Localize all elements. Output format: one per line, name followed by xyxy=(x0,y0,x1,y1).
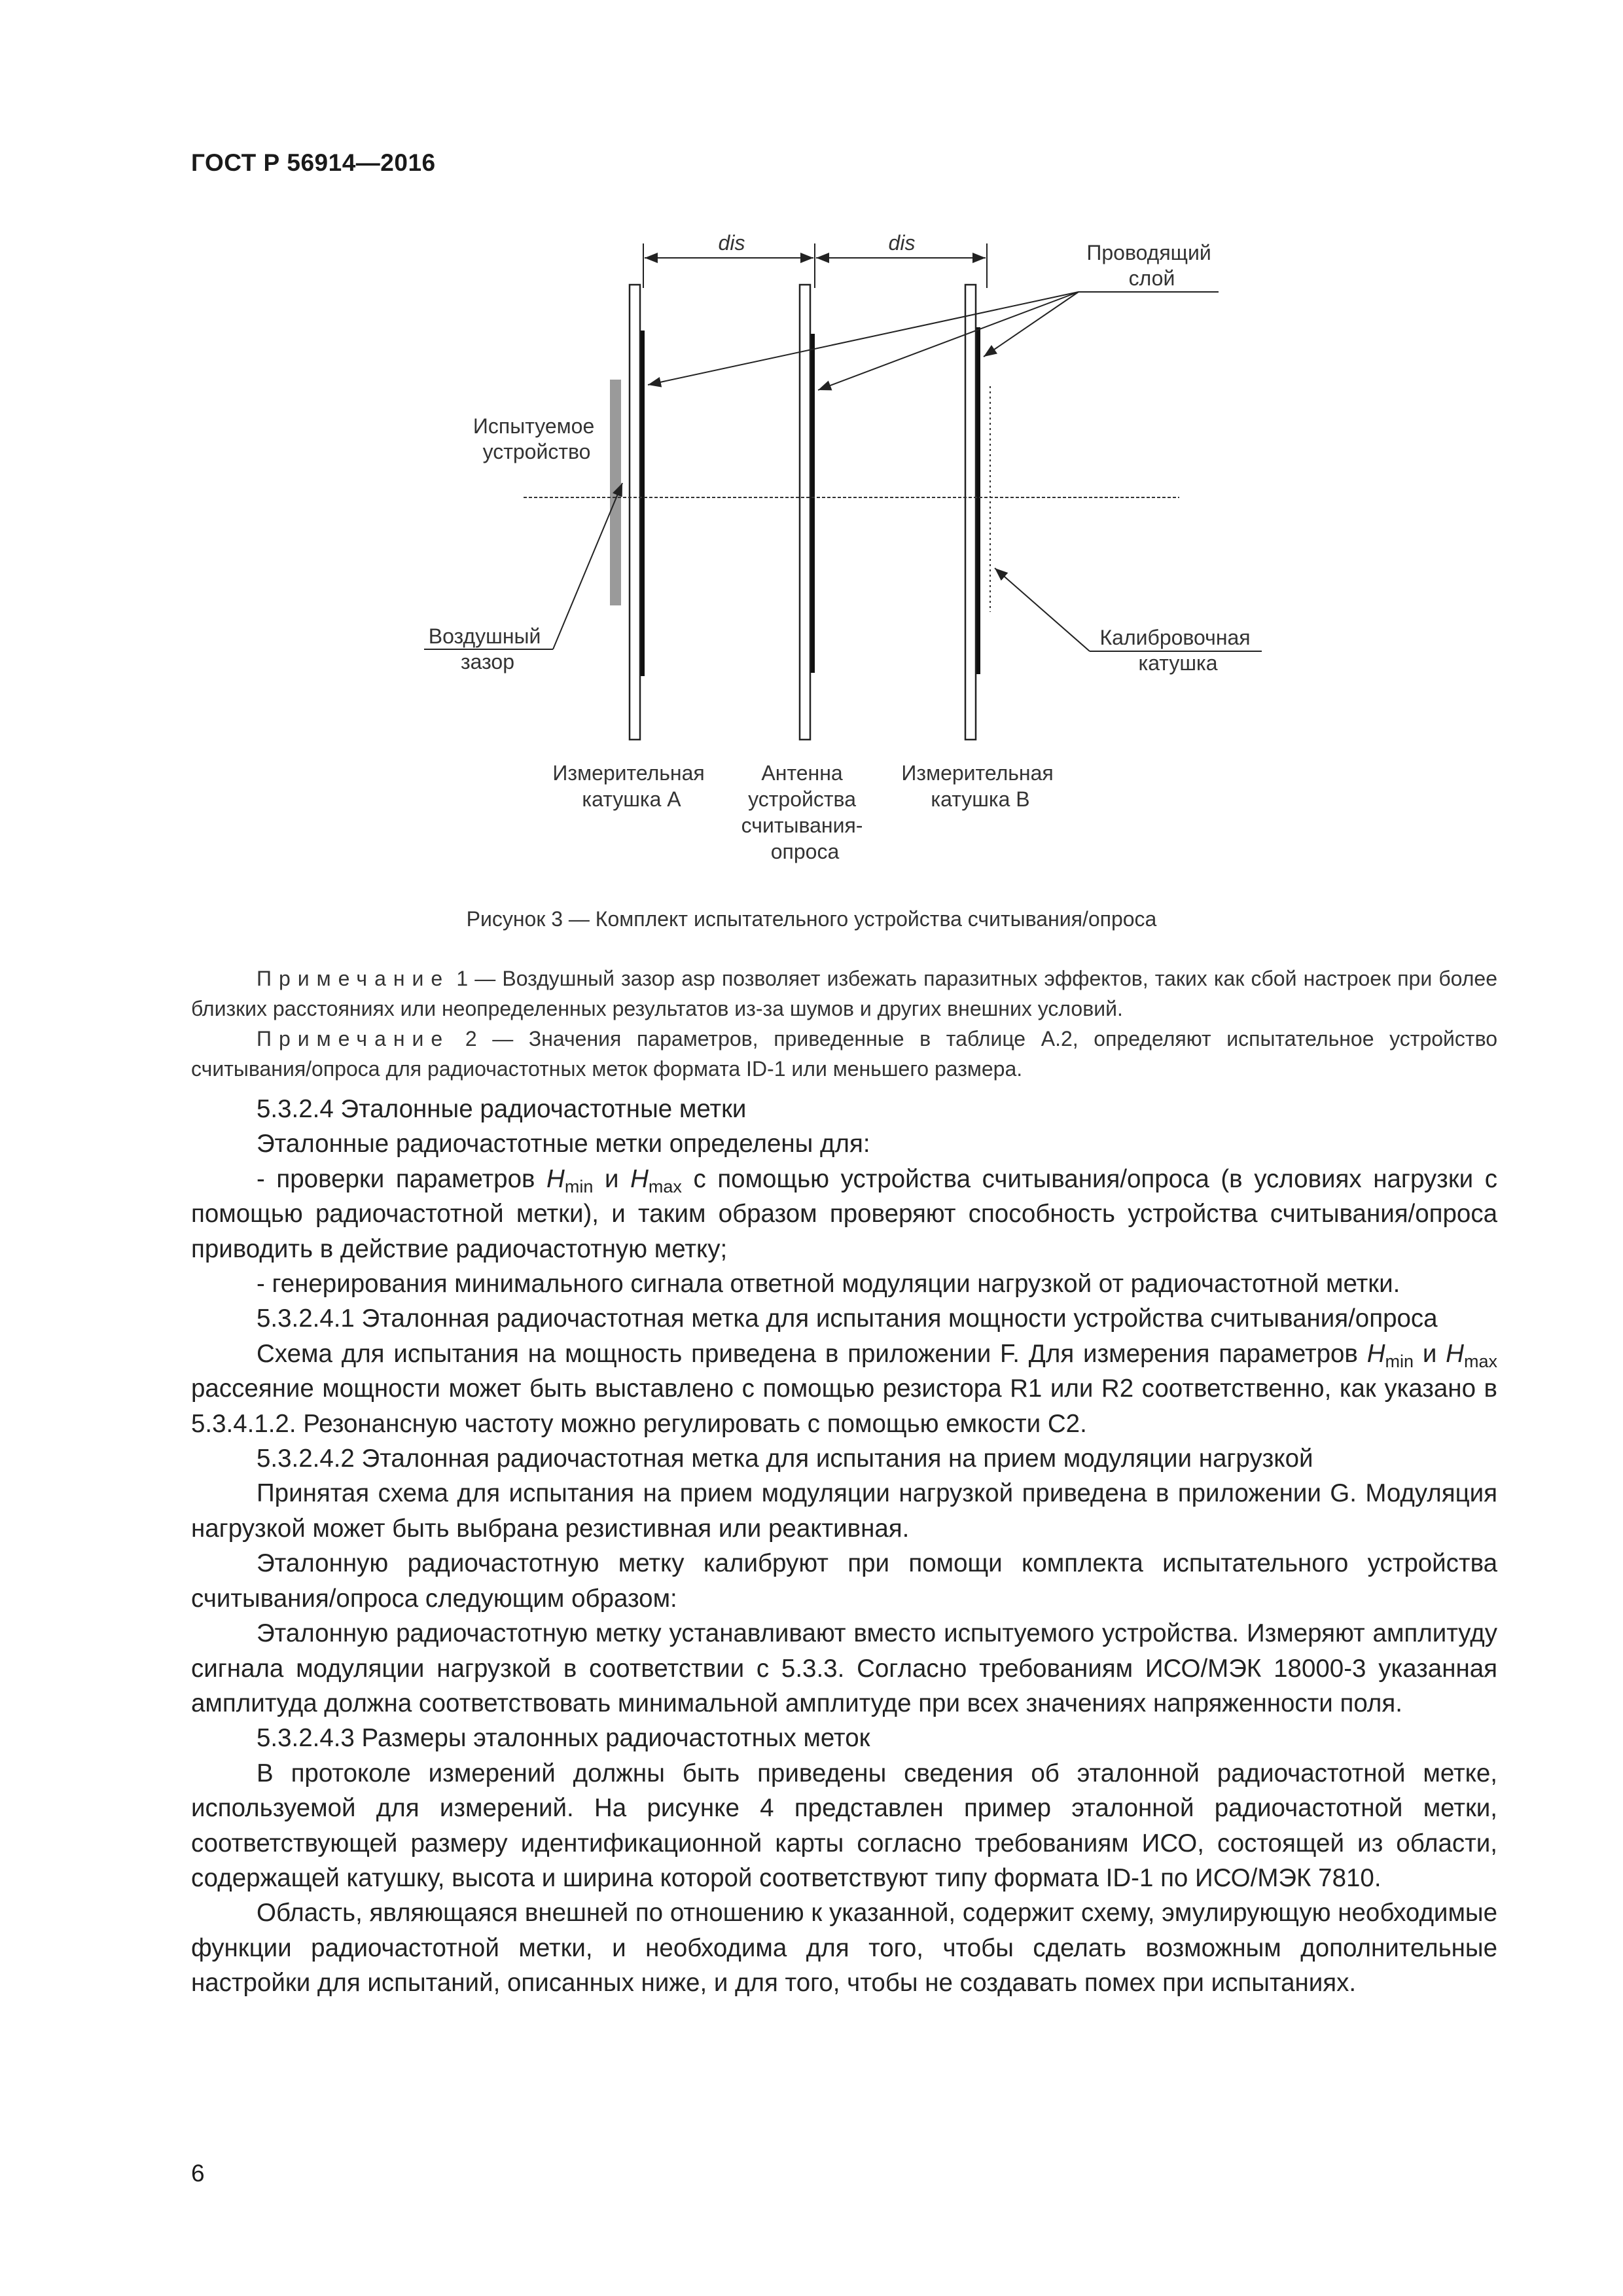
note-1-label: Примечание xyxy=(257,967,450,990)
paragraph: Область, являющаяся внешней по отношению к указанной, содержит схему, эмулирующую необходимые функции радиочастотной метки, и необходима для того, чтобы сделать возможным дополнительные настройки для испытаний, описанных ниже, и для того, чтобы не создавать помех при испытаниях. xyxy=(191,1899,1497,1998)
reader-antenna xyxy=(800,285,815,740)
note-1-text: 1 — Воздушный зазор asp позволяет избежать паразитных эффектов, таких как сбой настроек при более близких расстояниях или неопределенных результатов из-за шумов и других внешних условий. xyxy=(191,967,1498,1020)
dimension-lines xyxy=(643,243,987,288)
coil-b-label: Измерительная катушка В xyxy=(901,761,1054,811)
measurement-coil-a xyxy=(630,285,645,740)
paragraph: Эталонные радиочастотные метки определены для: xyxy=(257,1130,870,1158)
section-heading-5-3-2-4-3: 5.3.2.4.3 Размеры эталонных радиочастотных меток xyxy=(257,1724,870,1753)
coil-a-label: Измерительная катушка А xyxy=(552,761,705,811)
dis-label-2: dis xyxy=(888,231,916,255)
paragraph: Эталонную радиочастотную метку калибруют при помощи комплекта испытательного устройства считывания/опроса следующим образом: xyxy=(191,1549,1497,1613)
paragraph: - проверки параметров $H_{min}$ и $H_{max}$ с помощью устройства считывания/опроса (в условиях нагрузки с помощью радиочастотной метки), и таким образом проверяют способность устройства считывания/опроса приводить в действие радиочастотную метку; xyxy=(191,1164,1498,1263)
note-2-label: Примечание xyxy=(257,1027,450,1050)
air-gap-label: Воздушный зазор xyxy=(428,624,541,673)
paragraph: Принятая схема для испытания на прием модуляции нагрузкой приведена в приложении G. Модуляция нагрузкой может быть выбрана резистивная или реактивная. xyxy=(191,1479,1497,1543)
device-under-test-label: Испытуемое устройство xyxy=(473,414,595,463)
device-under-test-plate xyxy=(610,380,621,605)
conductive-layer-label: Проводящий слой xyxy=(1086,241,1211,290)
section-heading-5-3-2-4-2: 5.3.2.4.2 Эталонная радиочастотная метка для испытания на прием модуляции нагрузкой xyxy=(257,1444,1313,1473)
document-code-header: ГОСТ Р 56914—2016 xyxy=(191,149,436,176)
section-heading-5-3-2-4: 5.3.2.4 Эталонные радиочастотные метки xyxy=(257,1095,747,1123)
conductive-layer-leaders xyxy=(648,292,1219,390)
note-2 xyxy=(191,1024,1497,1084)
paragraph: В протоколе измерений должны быть приведены сведения об эталонной радиочастотной метке, используемой для измерений. На рисунке 4 представлен пример эталонной радиочастотной метки, соответствующей размеру идентификационной карты согласно требованиям ИСО, состоящей из области, содержащей катушку, высота и ширина которой соответствуют типу формата ID-1 по ИСО/МЭК 7810. xyxy=(191,1759,1497,1892)
page-number: 6 xyxy=(191,2160,205,2187)
paragraph: Схема для испытания на мощность приведена в приложении F. Для измерения параметров $H_{min}$ и $H_{max}$ рассеяние мощности может быть выставлено с помощью резистора R1 или R2 соответственно, как указано в 5.3.4.1.2. Резонансную частоту можно регулировать с помощью емкости C2. xyxy=(191,1339,1497,1438)
note-2-text: 2 — Значения параметров, приведенные в таблице А.2, определяют испытательное устройство считывания/опроса для радиочастотных меток формата ID-1 или меньшего размера. xyxy=(191,1027,1498,1081)
body-text xyxy=(191,1092,1497,2001)
paragraph: Эталонную радиочастотную метку устанавливают вместо испытуемого устройства. Измеряют амплитуду сигнала модуляции нагрузкой в соответствии с 5.3.3. Согласно требованиям ИСО/МЭК 18000-3 указанная амплитуда должна соответствовать минимальной амплитуде при всех значениях напряженности поля. xyxy=(191,1619,1497,1717)
antenna-label: Антенна устройства считывания- опроса xyxy=(741,761,863,863)
calibration-coil-label: Калибровочная катушка xyxy=(1099,626,1251,675)
section-heading-5-3-2-4-1: 5.3.2.4.1 Эталонная радиочастотная метка для испытания мощности устройства считывания/опроса xyxy=(257,1304,1438,1333)
paragraph: - генерирования минимального сигнала ответной модуляции нагрузкой от радиочастотной метки. xyxy=(257,1270,1400,1299)
note-1 xyxy=(191,963,1497,1024)
figure-notes xyxy=(191,963,1497,1084)
measurement-coil-b xyxy=(965,285,980,740)
figure-caption: Рисунок 3 — Комплект испытательного устройства считывания/опроса xyxy=(466,907,1157,931)
dis-label-1: dis xyxy=(718,231,745,255)
test-setup-figure xyxy=(0,0,1623,916)
